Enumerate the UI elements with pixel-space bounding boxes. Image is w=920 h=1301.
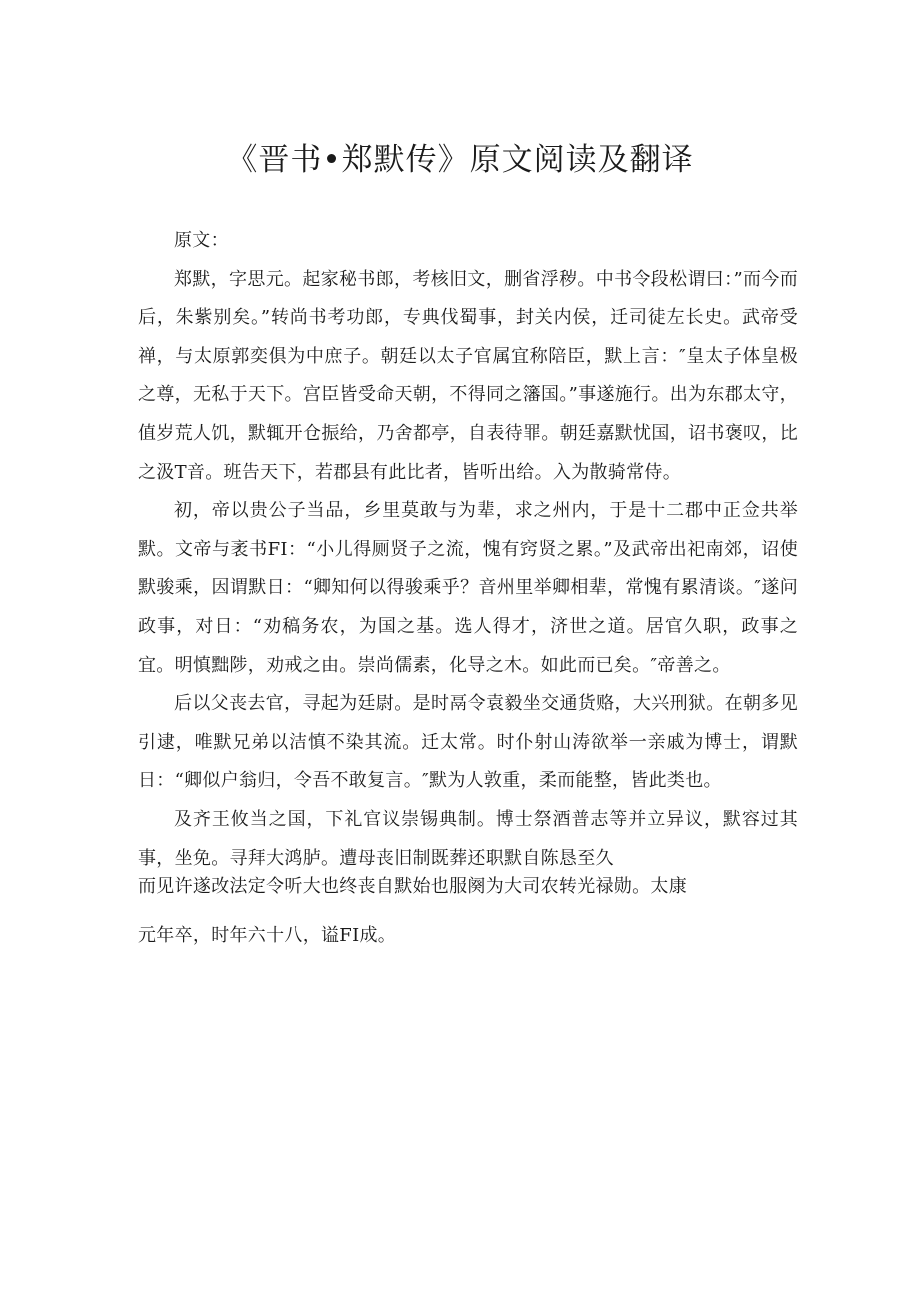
fragment-line-2: 元年卒，时年六十八，谥FI成。 — [138, 924, 397, 946]
paragraph-3: 后以父丧去官，寻起为廷尉。是时鬲令袁毅坐交通货赂，大兴刑狱。在朝多见引逮，唯默兄弟以洁慎不染其流。迁太常。时仆射山涛欲举一亲戚为博士，谓默日：“卿似户翁归，令吾不敢复言。″默为人敦重，柔而能整，皆此类也。 — [138, 693, 798, 792]
section-heading: 原文： — [174, 230, 229, 251]
paragraph-4: 及齐王攸当之国，下礼官议崇锡典制。博士祭酒普志等并立异议，默容过其事，坐免。寻拜大鸿胪。遭母丧旧制既葬还职默自陈恳至久 — [138, 808, 798, 869]
document-title: 《晋书•郑默传》原文阅读及翻译 — [226, 142, 694, 178]
paragraph-1: 郑默，字思元。起家秘书郎，考核旧文，删省浮秽。中书令段松谓曰：”而今而后，朱紫别矣。”转尚书考功郎，专典伐蜀事，封关内侯，迁司徒左长史。武帝受禅，与太原郭奕俱为中庶子。朝廷以太子官属宜称陪臣，默上言：″皇太子体皇极之尊，无私于天下。宫臣皆受命天朝，不得同之籓国。”事遂施行。出为东郡太守，值岁荒人饥，默辄开仓振给，乃舍都亭，自表待罪。朝廷嘉默忧国，诏书褒叹，比之汲T音。班告天下，若郡县有此比者，皆听出给。入为散骑常侍。 — [138, 268, 798, 483]
paragraph-2: 初，帝以贵公子当品，乡里莫敢与为辈，求之州内，于是十二郡中正佥共举默。文帝与袤书FI：“小儿得厕贤子之流，愧有窍贤之累。”及武帝出祀南郊，诏使默骏乘，因谓默日：“卿知何以得骏乘乎？音州里举卿相辈，常愧有累清谈。″遂问政事，对日：“劝稿务农，为国之基。选人得才，济世之道。居官久职，政事之宜。明慎黜陟，劝戒之由。崇尚儒素，化导之木。如此而已矣。″帝善之。 — [138, 500, 798, 676]
document-body — [138, 222, 798, 955]
fragment-line-1: 而见许遂改法定令听大也终丧自默始也服阕为大司农转光禄勋。太康 — [138, 876, 687, 898]
